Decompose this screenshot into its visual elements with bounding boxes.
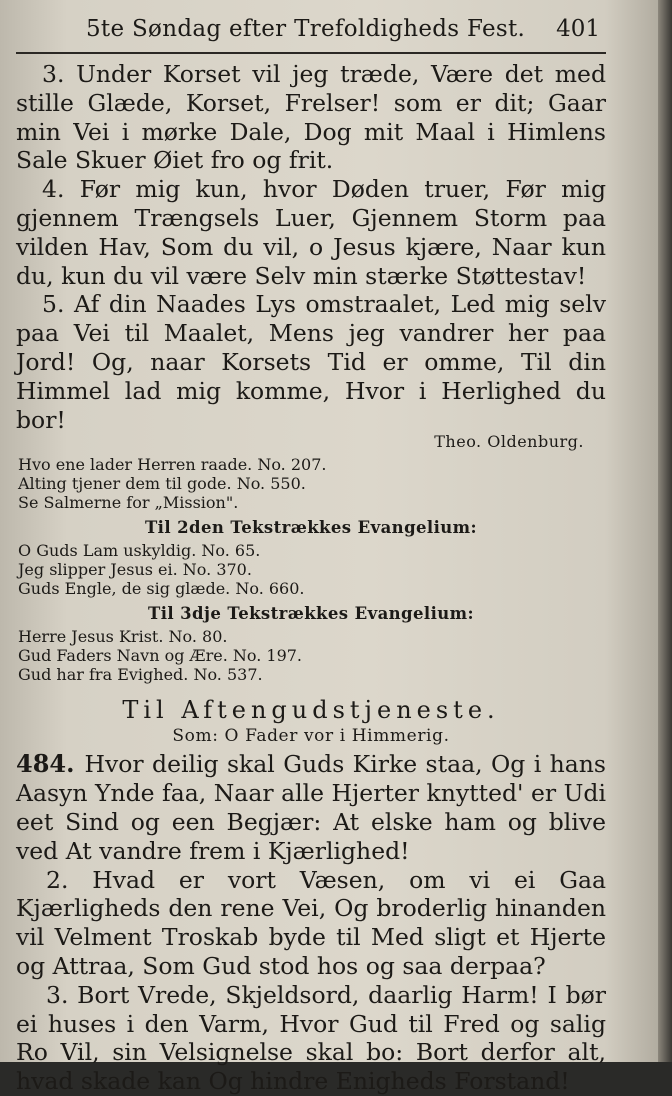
section-heading-3dje: Til 3dje Tekstrækkes Evangelium: <box>148 604 474 624</box>
verse-3: 3. Under Korset vil jeg træde, Være det med stille Glæde, Korset, Frelser! som er dit; Gaar min Vei i mørke Dale, Dog mit Maal i Himlens Sale Skuer Øiet fro og frit. <box>16 60 606 175</box>
general-references <box>18 455 606 512</box>
evening-service-heading: Til Aftengudstjeneste. <box>122 696 500 725</box>
hymn-first-verse: Hvor deilig skal Guds Kirke staa, Og i hans Aasyn Ynde faa, Naar alle Hjerter knytted' er Udi eet Sind og een Begjær: At elske ham og blive ved At vandre frem i Kjærlighed! <box>16 750 606 865</box>
running-header <box>16 10 606 50</box>
verse-4: 4. Før mig kun, hvor Døden truer, Før mig gjennem Trængsels Luer, Gjennem Storm paa vilden Hav, Som du vil, o Jesus kjære, Naar kun du, kun du vil være Selv min stærke Støttestav! <box>16 175 606 290</box>
reference-line: Se Salmerne for „Mission". <box>18 493 239 513</box>
page-number: 401 <box>556 16 600 42</box>
reference-line: Hvo ene lader Herren raade. No. 207. <box>18 455 327 475</box>
reference-line: Herre Jesus Krist. No. 80. <box>18 627 228 647</box>
book-spine-shadow <box>658 0 672 1062</box>
hymn-484-verse-3: 3. Bort Vrede, Skjeldsord, daarlig Harm! I bør ei huses i den Varm, Hvor Gud til Fred og salig Ro Vil, sin Velsignelse skal bo: Bort derfor alt, hvad skade kan Og hindre Enigheds Forstand! <box>16 980 606 1096</box>
reference-line: Jeg slipper Jesus ei. No. 370. <box>18 560 252 580</box>
reference-line: Gud har fra Evighed. No. 537. <box>18 665 263 685</box>
references-2den <box>18 541 606 598</box>
author-signature: Theo. Oldenburg. <box>434 432 584 452</box>
hymn-number: 484. <box>16 749 75 779</box>
reference-line: Gud Faders Navn og Ære. No. 197. <box>18 646 303 666</box>
running-title: 5te Søndag efter Trefoldigheds Fest. <box>86 16 526 42</box>
verse-5: 5. Af din Naades Lys omstraalet, Led mig selv paa Vei til Maalet, Mens jeg vandrer her paa Jord! Og, naar Korsets Tid er omme, Til din Himmel lad mig komme, Hvor i Herlighed du bor! <box>16 290 606 434</box>
reference-line: O Guds Lam uskyldig. No. 65. <box>18 541 261 561</box>
hymn-484-verse-1 <box>16 750 606 865</box>
section-heading-2den: Til 2den Tekstrækkes Evangelium: <box>145 518 477 538</box>
reference-line: Guds Engle, de sig glæde. No. 660. <box>18 579 305 599</box>
references-3dje <box>18 627 606 684</box>
page-content <box>16 10 606 1096</box>
reference-line: Alting tjener dem til gode. No. 550. <box>18 474 306 494</box>
header-rule <box>16 52 606 54</box>
hymn-484-verse-2: 2. Hvad er vort Væsen, om vi ei Gaa Kjærligheds den rene Vei, Og broderlig hinanden vil Velment Troskab byde til Med sligt et Hjerte og Attraa, Som Gud stod hos og saa derpaa? <box>16 865 606 980</box>
melody-line: Som: O Fader vor i Himmerig. <box>172 726 450 747</box>
